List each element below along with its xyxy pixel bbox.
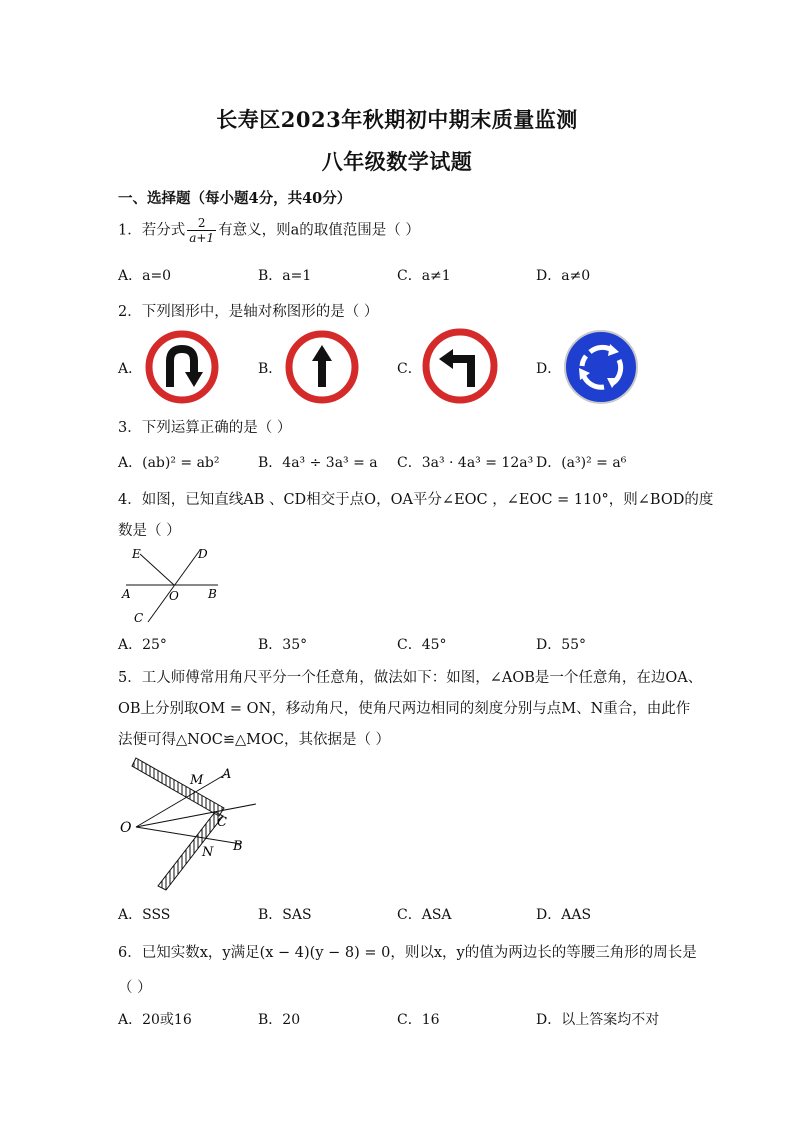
q5-label-o: O: [120, 820, 132, 836]
q4-label-e: E: [132, 547, 141, 561]
page-subtitle: 八年级数学试题: [321, 149, 473, 174]
q5-option-a[interactable]: A．SSS: [118, 907, 171, 923]
q3-option-c[interactable]: C．3a³ · 4a³ = 12a³: [397, 455, 534, 471]
q4-label-o: O: [169, 589, 179, 603]
q2-option-c-label[interactable]: C．: [397, 361, 422, 377]
q5-label-c: C: [217, 815, 227, 830]
q5-label-m: M: [190, 773, 204, 788]
q2-option-a-label[interactable]: A．: [118, 361, 143, 377]
q3-option-b[interactable]: B．4a³ ÷ 3a³ = a: [258, 455, 378, 471]
q1-option-d[interactable]: D．a≠0: [536, 268, 591, 284]
section-heading: 一、选择题（每小题4分，共40分）: [118, 190, 352, 207]
q1-suffix: 有意义，则a的取值范围是（ ）: [218, 222, 420, 239]
u-turn-sign-icon: [144, 329, 220, 405]
q5-option-d[interactable]: D．AAS: [536, 907, 592, 923]
q5-label-n: N: [202, 845, 214, 860]
q6-option-c[interactable]: C．16: [397, 1012, 440, 1028]
q5-ruler-upper-arm: [132, 758, 224, 816]
q4-label-a: A: [122, 587, 131, 601]
q1-option-b[interactable]: B．a=1: [258, 268, 312, 284]
q4-label-d: D: [198, 547, 208, 561]
question-5-stem-line2: OB上分别取OM = ON，移动角尺，使角尺两边相同的刻度分别与点M、N重合，由此作: [118, 701, 691, 717]
roundabout-sign-icon: [562, 328, 640, 406]
q5-option-c[interactable]: C．ASA: [397, 907, 452, 923]
q4-intersecting-lines-figure: [118, 544, 228, 628]
q5-label-a: A: [222, 767, 232, 782]
q4-option-c[interactable]: C．45°: [397, 637, 447, 653]
question-2-stem: 2．下列图形中，是轴对称图形的是（ ）: [118, 304, 379, 320]
q6-option-a[interactable]: A．20或16: [118, 1012, 192, 1028]
left-turn-sign-icon: [421, 327, 499, 405]
q4-label-b: B: [208, 587, 217, 601]
q5-label-b: B: [233, 839, 243, 854]
q6-option-b[interactable]: B．20: [258, 1012, 301, 1028]
q4-line-cd: [148, 550, 200, 622]
question-3-stem: 3．下列运算正确的是（ ）: [118, 420, 292, 436]
q4-option-d[interactable]: D．55°: [536, 637, 587, 653]
q5-ray-oc: [136, 804, 256, 827]
question-6-stem-line1: 6．已知实数x，y满足(x − 4)(y − 8) = 0，则以x，y的值为两边长的等腰三角形的周长是: [118, 945, 697, 961]
q4-option-b[interactable]: B．35°: [258, 637, 308, 653]
q2-option-d-label[interactable]: D．: [536, 361, 562, 377]
q3-option-a[interactable]: A．(ab)² = ab²: [118, 455, 220, 471]
q4-option-a[interactable]: A．25°: [118, 637, 167, 653]
q4-label-c: C: [134, 611, 144, 625]
question-5-stem-line3: 法便可得△NOC≌△MOC，其依据是（ ）: [118, 732, 391, 748]
q6-option-d[interactable]: D．以上答案均不对: [536, 1012, 660, 1028]
q1-fraction-numerator: 2: [187, 216, 216, 231]
question-6-stem-line2: （ ）: [118, 980, 152, 996]
q3-option-d[interactable]: D．(a³)² = a⁶: [536, 455, 627, 471]
question-4-stem-line1: 4．如图，已知直线AB 、CD相交于点O，OA平分∠EOC ，∠EOC = 110°，则∠BOD的度: [118, 492, 714, 508]
q1-fraction-denominator: a+1: [189, 231, 215, 245]
question-5-stem-line1: 5．工人师傅常用角尺平分一个任意角，做法如下：如图，∠AOB是一个任意角，在边OA、: [118, 670, 703, 686]
q1-option-a[interactable]: A．a=0: [118, 268, 172, 284]
question-1-stem: [118, 216, 420, 245]
q2-option-b-label[interactable]: B．: [258, 361, 283, 377]
q5-option-b[interactable]: B．SAS: [258, 907, 312, 923]
q4-ray-oe: [140, 554, 174, 585]
question-4-stem-line2: 数是（ ）: [118, 523, 181, 539]
q1-option-c[interactable]: C．a≠1: [397, 268, 451, 284]
q1-fraction: [187, 216, 216, 245]
page-title: 长寿区2023年秋期初中期末质量监测: [216, 107, 578, 132]
q5-angle-ruler-figure: [116, 754, 266, 894]
q1-prefix: 1．若分式: [118, 222, 186, 239]
straight-ahead-sign-icon: [284, 329, 360, 405]
